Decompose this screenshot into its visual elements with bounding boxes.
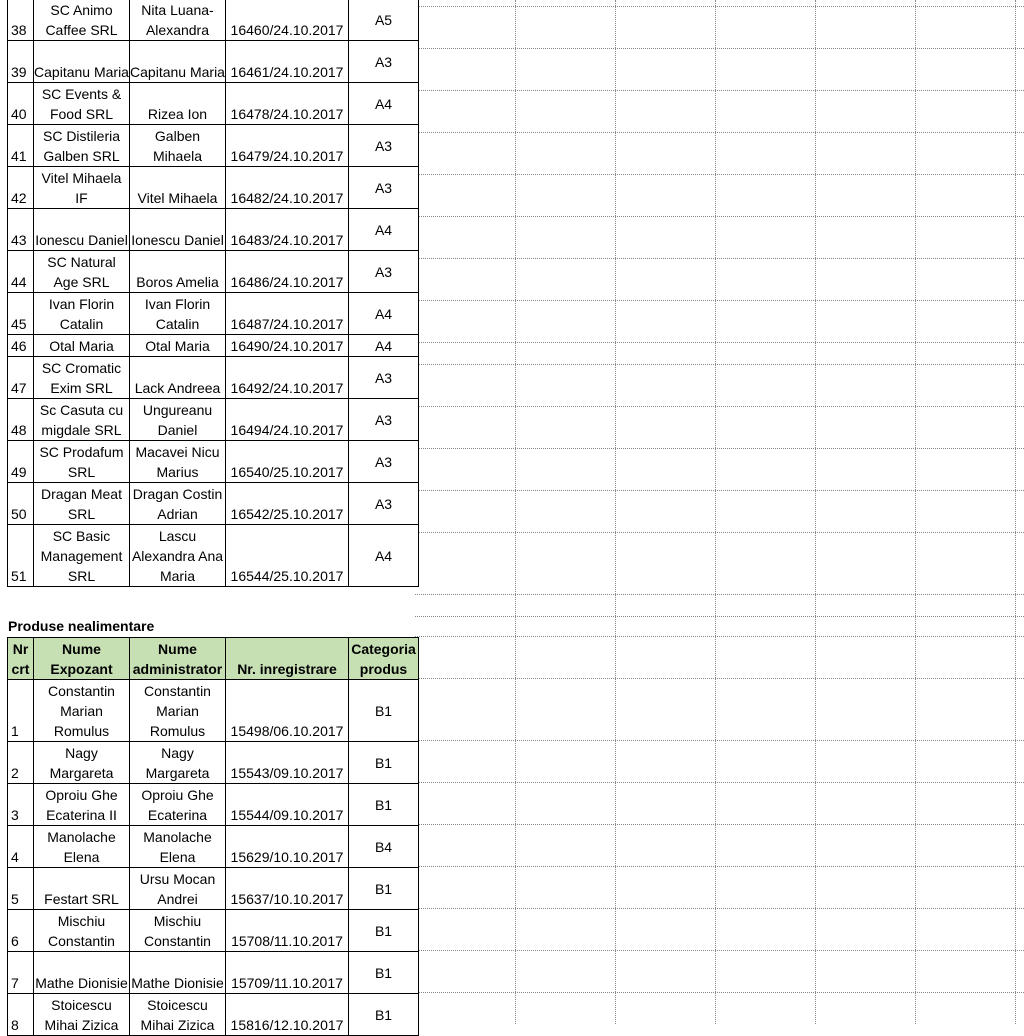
cell-admin[interactable]: Capitanu Maria bbox=[130, 41, 226, 83]
header-nr[interactable]: Nr crt bbox=[8, 638, 34, 680]
cell-nr[interactable]: 7 bbox=[8, 952, 34, 994]
grid-row-line bbox=[415, 448, 1024, 449]
grid-row-line bbox=[415, 616, 1024, 617]
cell-category[interactable]: A3 bbox=[349, 125, 419, 167]
cell-admin[interactable]: Ionescu Daniel bbox=[130, 209, 226, 251]
table-row[interactable] bbox=[8, 994, 419, 1036]
cell-name[interactable]: SC Animo Caffee SRL bbox=[34, 0, 130, 41]
cell-category[interactable]: B4 bbox=[349, 826, 419, 868]
cell-admin[interactable]: Mathe Dionisie bbox=[130, 952, 226, 994]
table-row[interactable] bbox=[8, 357, 419, 399]
table-row[interactable] bbox=[8, 826, 419, 868]
cell-category[interactable]: A4 bbox=[349, 293, 419, 335]
cell-nr[interactable]: 45 bbox=[8, 293, 34, 335]
cell-name[interactable]: Sc Casuta cu migdale SRL bbox=[34, 399, 130, 441]
cell-nr[interactable]: 51 bbox=[8, 525, 34, 587]
header-category[interactable]: Categoria produs bbox=[349, 638, 419, 680]
table-row[interactable] bbox=[8, 680, 419, 742]
cell-name[interactable]: Ivan Florin Catalin bbox=[34, 293, 130, 335]
table-row[interactable] bbox=[8, 125, 419, 167]
grid-row-line bbox=[415, 406, 1024, 407]
grid-row-line bbox=[415, 636, 1024, 637]
cell-nr[interactable]: 3 bbox=[8, 784, 34, 826]
grid-row-line bbox=[415, 782, 1024, 783]
cell-nr[interactable]: 38 bbox=[8, 0, 34, 41]
table-row[interactable] bbox=[8, 952, 419, 994]
grid-row-line bbox=[415, 258, 1024, 259]
table-row[interactable] bbox=[8, 784, 419, 826]
cell-category[interactable]: A3 bbox=[349, 399, 419, 441]
grid-col-line bbox=[1015, 0, 1016, 1024]
cell-name[interactable]: Vitel Mihaela IF bbox=[34, 167, 130, 209]
header-registration[interactable]: Nr. inregistrare bbox=[226, 638, 349, 680]
cell-nr[interactable]: 6 bbox=[8, 910, 34, 952]
cell-nr[interactable]: 41 bbox=[8, 125, 34, 167]
cell-registration[interactable]: 15544/09.10.2017 bbox=[226, 784, 349, 826]
cell-admin[interactable]: Boros Amelia bbox=[130, 251, 226, 293]
cell-category[interactable]: A3 bbox=[349, 357, 419, 399]
grid-row-line bbox=[415, 90, 1024, 91]
cell-registration[interactable]: 16542/25.10.2017 bbox=[226, 483, 349, 525]
table-row[interactable] bbox=[8, 209, 419, 251]
cell-category[interactable]: B1 bbox=[349, 868, 419, 910]
cell-name[interactable]: Stoicescu Mihai Zizica bbox=[34, 994, 130, 1036]
table-row[interactable] bbox=[8, 399, 419, 441]
cell-category[interactable]: B1 bbox=[349, 910, 419, 952]
exhibitors-table-food bbox=[7, 0, 419, 587]
cell-admin[interactable]: Nita Luana-Alexandra bbox=[130, 0, 226, 41]
grid-row-line bbox=[415, 992, 1024, 993]
cell-admin[interactable]: Nagy Margareta bbox=[130, 742, 226, 784]
cell-category[interactable]: A3 bbox=[349, 483, 419, 525]
grid-col-line bbox=[715, 0, 716, 1024]
table-row[interactable] bbox=[8, 910, 419, 952]
table-row[interactable] bbox=[8, 335, 419, 357]
cell-admin[interactable]: Oproiu Ghe Ecaterina bbox=[130, 784, 226, 826]
cell-nr[interactable]: 4 bbox=[8, 826, 34, 868]
grid-row-line bbox=[415, 824, 1024, 825]
grid-row-line bbox=[415, 950, 1024, 951]
cell-registration[interactable]: 15498/06.10.2017 bbox=[226, 680, 349, 742]
grid-row-line bbox=[415, 6, 1024, 7]
cell-registration[interactable]: 16461/24.10.2017 bbox=[226, 41, 349, 83]
cell-nr[interactable]: 50 bbox=[8, 483, 34, 525]
table-row[interactable] bbox=[8, 167, 419, 209]
header-name[interactable]: Nume Expozant bbox=[34, 638, 130, 680]
cell-registration[interactable]: 16544/25.10.2017 bbox=[226, 525, 349, 587]
cell-admin[interactable]: Otal Maria bbox=[130, 335, 226, 357]
cell-nr[interactable]: 8 bbox=[8, 994, 34, 1036]
cell-name[interactable]: Mathe Dionisie bbox=[34, 952, 130, 994]
grid-col-line bbox=[915, 0, 916, 1024]
cell-name[interactable]: Constantin Marian Romulus bbox=[34, 680, 130, 742]
cell-nr[interactable]: 43 bbox=[8, 209, 34, 251]
cell-name[interactable]: Manolache Elena bbox=[34, 826, 130, 868]
header-admin[interactable]: Nume administrator bbox=[130, 638, 226, 680]
table-row[interactable] bbox=[8, 525, 419, 587]
grid-row-line bbox=[415, 300, 1024, 301]
grid-row-line bbox=[415, 216, 1024, 217]
cell-nr[interactable]: 42 bbox=[8, 167, 34, 209]
cell-registration[interactable]: 15708/11.10.2017 bbox=[226, 910, 349, 952]
cell-nr[interactable]: 44 bbox=[8, 251, 34, 293]
cell-registration[interactable]: 16490/24.10.2017 bbox=[226, 335, 349, 357]
table-row[interactable] bbox=[8, 0, 419, 41]
cell-name[interactable]: SC Cromatic Exim SRL bbox=[34, 357, 130, 399]
table-row[interactable] bbox=[8, 293, 419, 335]
cell-registration[interactable]: 16479/24.10.2017 bbox=[226, 125, 349, 167]
cell-category[interactable]: B1 bbox=[349, 952, 419, 994]
cell-nr[interactable]: 5 bbox=[8, 868, 34, 910]
cell-category[interactable]: B1 bbox=[349, 994, 419, 1036]
cell-registration[interactable]: 16478/24.10.2017 bbox=[226, 83, 349, 125]
cell-admin[interactable]: Vitel Mihaela bbox=[130, 167, 226, 209]
cell-name[interactable]: Nagy Margareta bbox=[34, 742, 130, 784]
cell-category[interactable]: A4 bbox=[349, 83, 419, 125]
cell-category[interactable]: A3 bbox=[349, 251, 419, 293]
grid-row-line bbox=[415, 678, 1024, 679]
cell-nr[interactable]: 48 bbox=[8, 399, 34, 441]
cell-registration[interactable]: 15543/09.10.2017 bbox=[226, 742, 349, 784]
cell-category[interactable]: B1 bbox=[349, 784, 419, 826]
cell-name[interactable]: Otal Maria bbox=[34, 335, 130, 357]
cell-admin[interactable]: Lascu Alexandra Ana Maria bbox=[130, 525, 226, 587]
cell-nr[interactable]: 49 bbox=[8, 441, 34, 483]
cell-name[interactable]: Mischiu Constantin bbox=[34, 910, 130, 952]
table-row[interactable] bbox=[8, 441, 419, 483]
cell-nr[interactable]: 46 bbox=[8, 335, 34, 357]
cell-nr[interactable]: 39 bbox=[8, 41, 34, 83]
cell-admin[interactable]: Stoicescu Mihai Zizica bbox=[130, 994, 226, 1036]
cell-nr[interactable]: 47 bbox=[8, 357, 34, 399]
cell-registration[interactable]: 16460/24.10.2017 bbox=[226, 0, 349, 41]
grid-row-line bbox=[415, 48, 1024, 49]
grid-col-line bbox=[815, 0, 816, 1024]
cell-nr[interactable]: 1 bbox=[8, 680, 34, 742]
grid-row-line bbox=[415, 594, 1024, 595]
grid-row-line bbox=[415, 174, 1024, 175]
section-title: Produse nealimentare bbox=[8, 618, 155, 634]
cell-admin[interactable]: Galben Mihaela bbox=[130, 125, 226, 167]
cell-registration[interactable]: 15709/11.10.2017 bbox=[226, 952, 349, 994]
cell-category[interactable]: B1 bbox=[349, 742, 419, 784]
cell-registration[interactable]: 16482/24.10.2017 bbox=[226, 167, 349, 209]
cell-category[interactable]: A4 bbox=[349, 335, 419, 357]
cell-registration[interactable]: 16483/24.10.2017 bbox=[226, 209, 349, 251]
cell-category[interactable]: A3 bbox=[349, 41, 419, 83]
cell-registration[interactable]: 16540/25.10.2017 bbox=[226, 441, 349, 483]
cell-admin[interactable]: Ivan Florin Catalin bbox=[130, 293, 226, 335]
table-row[interactable] bbox=[8, 83, 419, 125]
cell-name[interactable]: Ionescu Daniel bbox=[34, 209, 130, 251]
grid-row-line bbox=[415, 364, 1024, 365]
cell-admin[interactable]: Mischiu Constantin bbox=[130, 910, 226, 952]
cell-registration[interactable]: 15816/12.10.2017 bbox=[226, 994, 349, 1036]
cell-admin[interactable]: Macavei Nicu Marius bbox=[130, 441, 226, 483]
grid-row-line bbox=[415, 532, 1024, 533]
cell-name[interactable]: SC Basic Management SRL bbox=[34, 525, 130, 587]
cell-category[interactable]: A5 bbox=[349, 0, 419, 41]
table-row[interactable] bbox=[8, 742, 419, 784]
cell-name[interactable]: Festart SRL bbox=[34, 868, 130, 910]
cell-name[interactable]: SC Events & Food SRL bbox=[34, 83, 130, 125]
grid-row-line bbox=[415, 908, 1024, 909]
table-row[interactable] bbox=[8, 868, 419, 910]
cell-registration[interactable]: 16486/24.10.2017 bbox=[226, 251, 349, 293]
cell-name[interactable]: SC Natural Age SRL bbox=[34, 251, 130, 293]
exhibitors-table-nonfood bbox=[7, 637, 419, 1036]
cell-name[interactable]: Capitanu Maria bbox=[34, 41, 130, 83]
cell-category[interactable]: A4 bbox=[349, 209, 419, 251]
cell-admin[interactable]: Ursu Mocan Andrei bbox=[130, 868, 226, 910]
table-row[interactable] bbox=[8, 41, 419, 83]
cell-admin[interactable]: Rizea Ion bbox=[130, 83, 226, 125]
grid-col-line bbox=[515, 0, 516, 1024]
cell-name[interactable]: SC Prodafum SRL bbox=[34, 441, 130, 483]
cell-registration[interactable]: 16487/24.10.2017 bbox=[226, 293, 349, 335]
cell-category[interactable]: A3 bbox=[349, 167, 419, 209]
cell-category[interactable]: A3 bbox=[349, 441, 419, 483]
table-row[interactable] bbox=[8, 251, 419, 293]
cell-registration[interactable]: 15629/10.10.2017 bbox=[226, 826, 349, 868]
cell-nr[interactable]: 2 bbox=[8, 742, 34, 784]
grid-row-line bbox=[415, 740, 1024, 741]
grid-row-line bbox=[415, 490, 1024, 491]
cell-registration[interactable]: 16492/24.10.2017 bbox=[226, 357, 349, 399]
grid-col-line bbox=[615, 0, 616, 1024]
cell-nr[interactable]: 40 bbox=[8, 83, 34, 125]
cell-registration[interactable]: 16494/24.10.2017 bbox=[226, 399, 349, 441]
cell-admin[interactable]: Lack Andreea bbox=[130, 357, 226, 399]
cell-admin[interactable]: Constantin Marian Romulus bbox=[130, 680, 226, 742]
cell-registration[interactable]: 15637/10.10.2017 bbox=[226, 868, 349, 910]
grid-row-line bbox=[415, 866, 1024, 867]
cell-admin[interactable]: Ungureanu Daniel bbox=[130, 399, 226, 441]
cell-name[interactable]: Oproiu Ghe Ecaterina II bbox=[34, 784, 130, 826]
cell-category[interactable]: A4 bbox=[349, 525, 419, 587]
cell-admin[interactable]: Manolache Elena bbox=[130, 826, 226, 868]
cell-name[interactable]: Dragan Meat SRL bbox=[34, 483, 130, 525]
grid-row-line bbox=[415, 342, 1024, 343]
table-row[interactable] bbox=[8, 483, 419, 525]
cell-name[interactable]: SC Distileria Galben SRL bbox=[34, 125, 130, 167]
cell-category[interactable]: B1 bbox=[349, 680, 419, 742]
grid-row-line bbox=[415, 132, 1024, 133]
cell-admin[interactable]: Dragan Costin Adrian bbox=[130, 483, 226, 525]
